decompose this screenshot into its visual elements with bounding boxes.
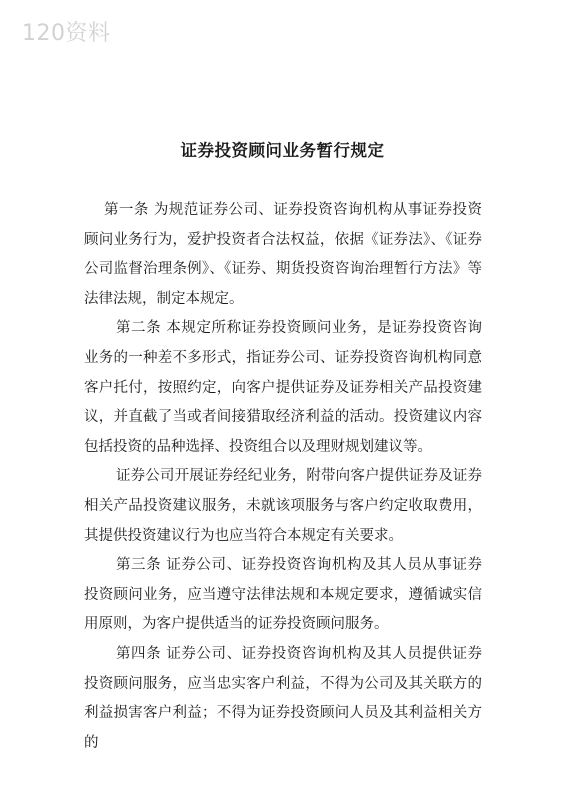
document-title: 证券投资顾问业务暂行规定 [180, 141, 385, 160]
watermark: 120资料 [22, 21, 111, 46]
brokerage-note-paragraph: 证券公司开展证券经纪业务，附带向客户提供证券及证券相关产品投资建议服务，未就该项服务与客户约定收取费用，其提供投资建议行为也应当符合本规定有关要求。 [84, 468, 482, 544]
article-2-paragraph: 第二条 本规定所称证券投资顾问业务，是证券投资咨询业务的一种差不多形式，指证券公司、证券投资咨询机构同意客户托付，按照约定，向客户提供证券及证券相关产品投资建议，并直截了当或者间接猎取经济利益的活动。投资建议内容包括投资的品种选择、投资组合以及理财规划建议等。 [84, 320, 482, 455]
article-4-paragraph: 第四条 证券公司、证券投资咨询机构及其人员提供证券投资顾问服务，应当忠实客户利益，不得为公司及其关联方的利益损害客户利益；不得为证券投资顾问人员及其利益相关方的 [84, 645, 482, 751]
document-body [84, 196, 482, 758]
article-1-paragraph: 第一条 为规范证券公司、证券投资咨询机构从事证券投资顾问业务行为，爱护投资者合法权益，依据《证券法》、《证券公司监督治理条例》、《证券、期货投资咨询治理暂行方法》等法律法规，制定本规定。 [84, 202, 482, 307]
article-3-paragraph: 第三条 证券公司、证券投资咨询机构及其人员从事证券投资顾问业务，应当遵守法律法规和本规定要求，遵循诚实信用原则，为客户提供适当的证券投资顾问服务。 [84, 557, 482, 633]
